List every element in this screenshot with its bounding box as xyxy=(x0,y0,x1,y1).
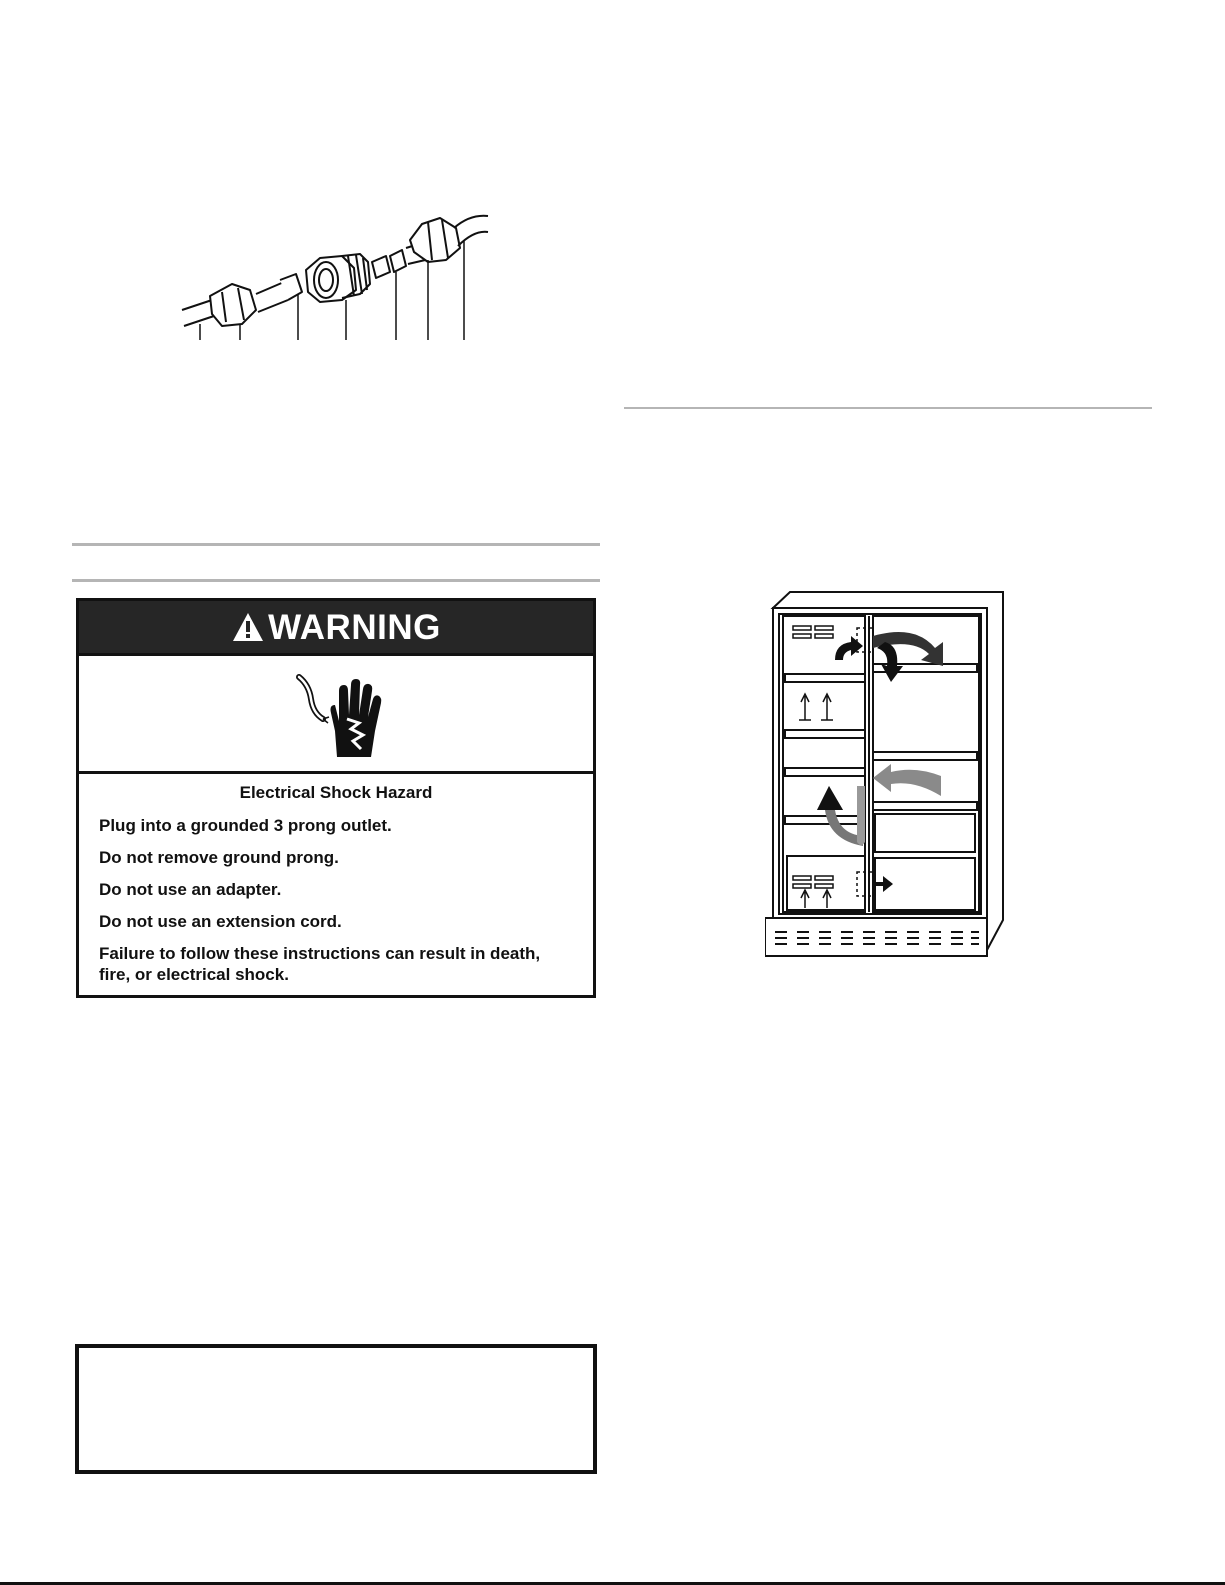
warning-line-ground-prong: Do not remove ground prong. xyxy=(99,848,339,867)
warning-text xyxy=(79,774,593,985)
warning-icon-panel xyxy=(79,656,593,774)
warning-line-extension-cord: Do not use an extension cord. xyxy=(99,912,342,931)
electrical-shock-hand-icon xyxy=(289,669,384,759)
section-divider-left-lower xyxy=(72,579,600,582)
electrical-warning-box xyxy=(76,598,596,998)
warning-triangle-icon xyxy=(231,611,265,643)
section-divider-right xyxy=(624,407,1152,409)
note-box xyxy=(75,1344,597,1474)
section-divider-left-upper xyxy=(72,543,600,546)
hazard-title: Electrical Shock Hazard xyxy=(239,783,433,802)
warning-header xyxy=(79,601,593,656)
refrigerator-airflow-diagram xyxy=(765,590,1010,965)
water-line-fitting-illustration xyxy=(170,200,500,350)
warning-line-adapter: Do not use an adapter. xyxy=(99,880,282,899)
warning-line-consequence: Failure to follow these instructions can result in death, fire, or electrical shock. xyxy=(99,944,541,984)
warning-title: WARNING xyxy=(268,607,441,647)
warning-line-grounded-outlet: Plug into a grounded 3 prong outlet. xyxy=(99,816,392,835)
